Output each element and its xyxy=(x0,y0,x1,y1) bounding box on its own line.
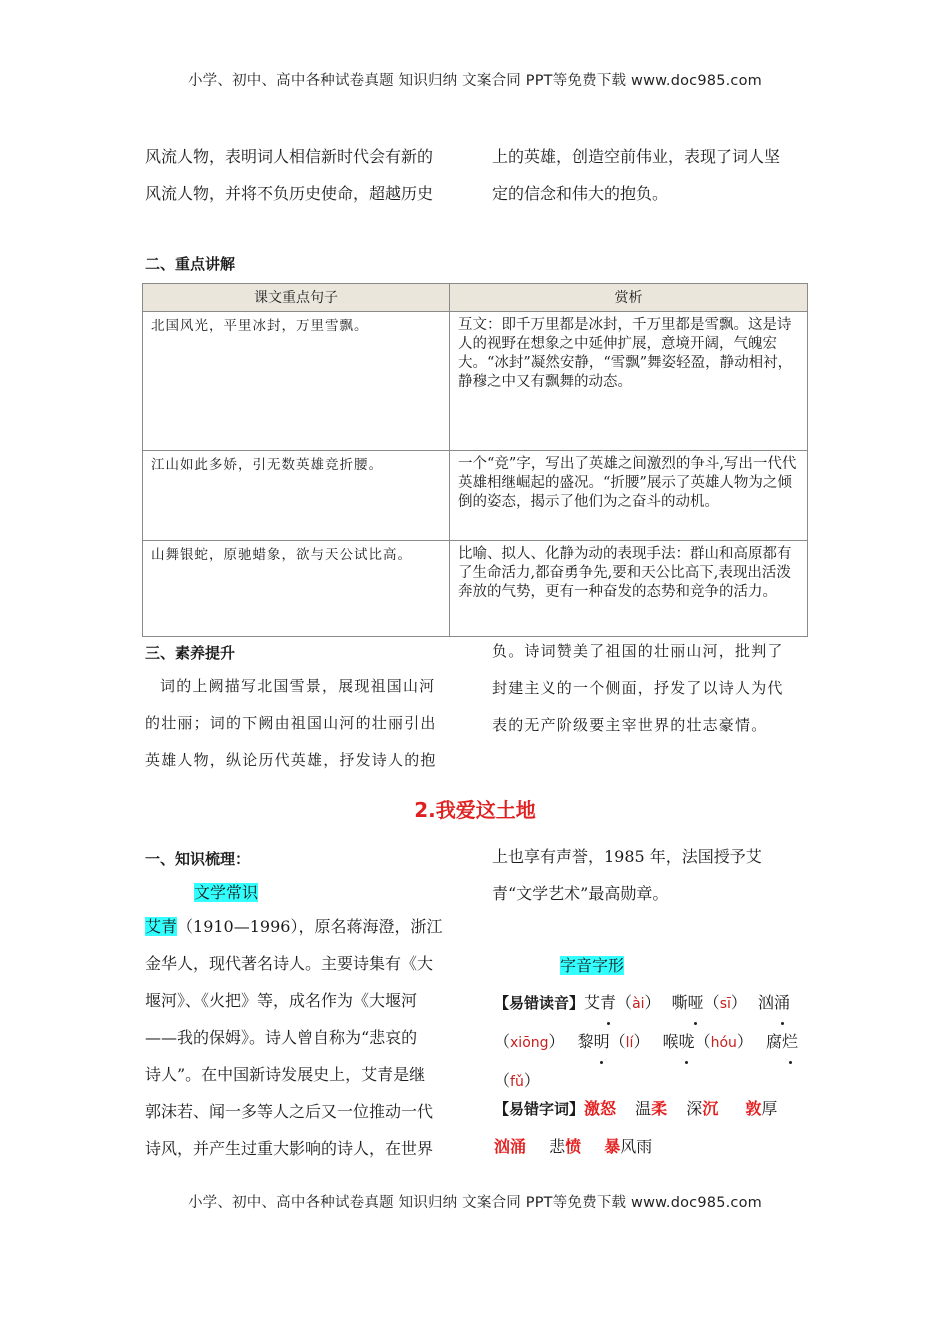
pron-item-head xyxy=(758,993,790,1012)
table-header-row xyxy=(143,284,808,312)
text-line: 负。诗词赞美了祖国的壮丽山河，批判了 xyxy=(492,642,784,660)
char: 嘶 xyxy=(671,993,688,1012)
error-chars: 汹涌 xyxy=(494,1137,527,1156)
word-item xyxy=(549,1137,581,1156)
sentence-cell: 山舞银蛇，原驰蜡象，欲与天公试比高。 xyxy=(143,541,450,637)
plain-chars: 深 xyxy=(686,1099,703,1118)
words-heading: 【易错字词】 xyxy=(494,1100,585,1118)
char: 汹 xyxy=(757,993,774,1012)
pron-item: 艾青（ài） xyxy=(584,993,661,1012)
table-row xyxy=(143,312,808,451)
pron-item-head xyxy=(766,1032,798,1051)
author-paragraph-continued xyxy=(492,838,812,912)
text-line: 词的上阙描写北国雪景，展现祖国山河 xyxy=(160,677,436,695)
highlighted-label: 文学常识 xyxy=(194,883,259,902)
error-chars: 沉 xyxy=(702,1099,719,1118)
text-line: 诗风，并产生过重大影响的诗人，在世界 xyxy=(145,1139,434,1158)
pinyin: ài xyxy=(632,996,645,1012)
key-sentences-table xyxy=(142,283,808,637)
word-item xyxy=(494,1137,526,1156)
highlighted-label: 字音字形 xyxy=(560,956,625,975)
dotted-char: 青 xyxy=(600,984,616,1022)
text-fragment: （1910—1996），原名蒋海澄，浙江 xyxy=(177,917,443,936)
table-header-cell: 课文重点句子 xyxy=(143,284,450,312)
text-line: 的壮丽；词的下阙由祖国山河的壮丽引出 xyxy=(145,714,437,732)
pinyin: sī xyxy=(719,996,731,1012)
intro-left-column xyxy=(145,138,465,212)
error-chars: 暴 xyxy=(604,1137,621,1156)
plain-chars: 温 xyxy=(635,1099,652,1118)
word-item xyxy=(745,1099,777,1118)
pinyin: fǔ xyxy=(510,1074,524,1090)
dotted-char: 烂 xyxy=(782,1023,798,1061)
analysis-cell: 比喻、拟人、化静为动的表现手法：群山和高原都有了生命活力,都奋勇争先,要和天公比高下,表现出活泼奔放的气势，更有一种奋发的态势和竞争的活力。 xyxy=(450,541,808,637)
word-item xyxy=(604,1137,652,1156)
text-line: 上也享有声誉，1985 年，法国授予艾 xyxy=(492,847,762,866)
plain-chars: 风雨 xyxy=(620,1137,653,1156)
words-list xyxy=(494,1090,814,1165)
char: 黎 xyxy=(577,1032,594,1051)
dotted-char: 明 xyxy=(594,1023,610,1061)
word-item xyxy=(686,1099,718,1118)
word-item xyxy=(584,1099,616,1118)
analysis-cell: 互文：即千万里都是冰封，千万里都是雪飘。这是诗人的视野在想象之中延伸扩展，意境开阔，气魄宏大。“冰封”凝然安静，“雪飘”舞姿轻盈，静动相衬，静穆之中又有飘舞的动态。 xyxy=(450,312,808,451)
lesson-title: 2.我爱这土地 xyxy=(414,798,536,822)
dotted-char: 涌 xyxy=(774,984,790,1022)
author-name: 艾青 xyxy=(145,917,178,936)
pron-item: 黎明（lí） xyxy=(578,1032,650,1051)
word-item xyxy=(635,1099,667,1118)
pronunciation-label xyxy=(560,953,624,976)
literacy-left-column xyxy=(145,668,465,779)
error-chars: 柔 xyxy=(651,1099,668,1118)
error-chars: 愤 xyxy=(565,1137,582,1156)
sentence-cell: 江山如此多娇，引无数英雄竞折腰。 xyxy=(143,451,450,541)
error-chars: 激怒 xyxy=(584,1099,617,1118)
analysis-cell: 一个“竞”字，写出了英雄之间激烈的争斗,写出一代代英雄相继崛起的盛况。“折腰”展示了英雄人物为之倾倒的姿态，揭示了他们为之奋斗的动机。 xyxy=(450,451,808,541)
pron-item-tail: （xiōng） xyxy=(494,1032,565,1051)
text-line: 堰河》、《火把》等，成名作为《大堰河 xyxy=(145,991,418,1010)
error-chars: 敦 xyxy=(745,1099,762,1118)
intro-right-column xyxy=(492,138,812,212)
pronunciation-heading: 【易错读音】 xyxy=(494,994,585,1012)
text-line: 定的信念和伟大的抱负。 xyxy=(492,184,669,203)
sentence-cell: 北国风光，平里冰封，万里雪飘。 xyxy=(143,312,450,451)
table-header-cell: 赏析 xyxy=(450,284,808,312)
char: 腐 xyxy=(766,1032,783,1051)
text-line: 英雄人物，纵论历代英雄，抒发诗人的抱 xyxy=(145,751,437,769)
text-line: 青“文学艺术”最高勋章。 xyxy=(492,884,669,903)
text-line xyxy=(145,908,465,945)
author-paragraph xyxy=(145,908,465,1167)
table-row xyxy=(143,541,808,637)
text-line: ——我的保姆》。诗人曾自称为“悲哀的 xyxy=(145,1028,418,1047)
pinyin: xiōng xyxy=(510,1035,549,1051)
text-line: 诗人”。在中国新诗发展史上，艾青是继 xyxy=(145,1065,426,1084)
literacy-right-column xyxy=(492,633,812,744)
section-heading-literacy: 三、素养提升 xyxy=(145,644,236,662)
text-line: 风流人物，表明词人相信新时代会有新的 xyxy=(145,147,434,166)
literature-label xyxy=(194,880,258,903)
text-line: 金华人，现代著名诗人。主要诗集有《大 xyxy=(145,954,434,973)
pron-item-tail: （fǔ） xyxy=(494,1071,540,1090)
page-header: 小学、初中、高中各种试卷真题 知识归纳 文案合同 PPT等免费下载 www.doc985.com xyxy=(187,73,763,89)
char: 喉 xyxy=(662,1032,679,1051)
plain-chars: 悲 xyxy=(549,1137,566,1156)
text-line: 封建主义的一个侧面，抒发了以诗人为代 xyxy=(492,679,784,697)
page-footer: 小学、初中、高中各种试卷真题 知识归纳 文案合同 PPT等免费下载 www.doc985.com xyxy=(187,1195,763,1211)
dotted-char: 咙 xyxy=(679,1023,695,1061)
pron-item: 喉咙（hóu） xyxy=(663,1032,753,1051)
section-heading-key-points: 二、重点讲解 xyxy=(145,255,236,273)
char: 艾 xyxy=(584,993,601,1012)
section-heading-knowledge: 一、知识梳理： xyxy=(145,850,251,868)
text-line: 上的英雄，创造空前伟业，表现了词人坚 xyxy=(492,147,781,166)
plain-chars: 厚 xyxy=(761,1099,778,1118)
text-line: 表的无产阶级要主宰世界的壮志豪情。 xyxy=(492,716,768,734)
dotted-char: 哑 xyxy=(688,984,704,1022)
text-line: 郭沫若、闻一多等人之后又一位推动一代 xyxy=(145,1102,434,1121)
table-row xyxy=(143,451,808,541)
text-line: 风流人物，并将不负历史使命，超越历史 xyxy=(145,184,434,203)
pronunciation-list xyxy=(494,984,814,1101)
pinyin: lí xyxy=(625,1035,634,1051)
pron-item: 嘶哑（sī） xyxy=(672,993,747,1012)
pinyin: hóu xyxy=(710,1035,737,1051)
